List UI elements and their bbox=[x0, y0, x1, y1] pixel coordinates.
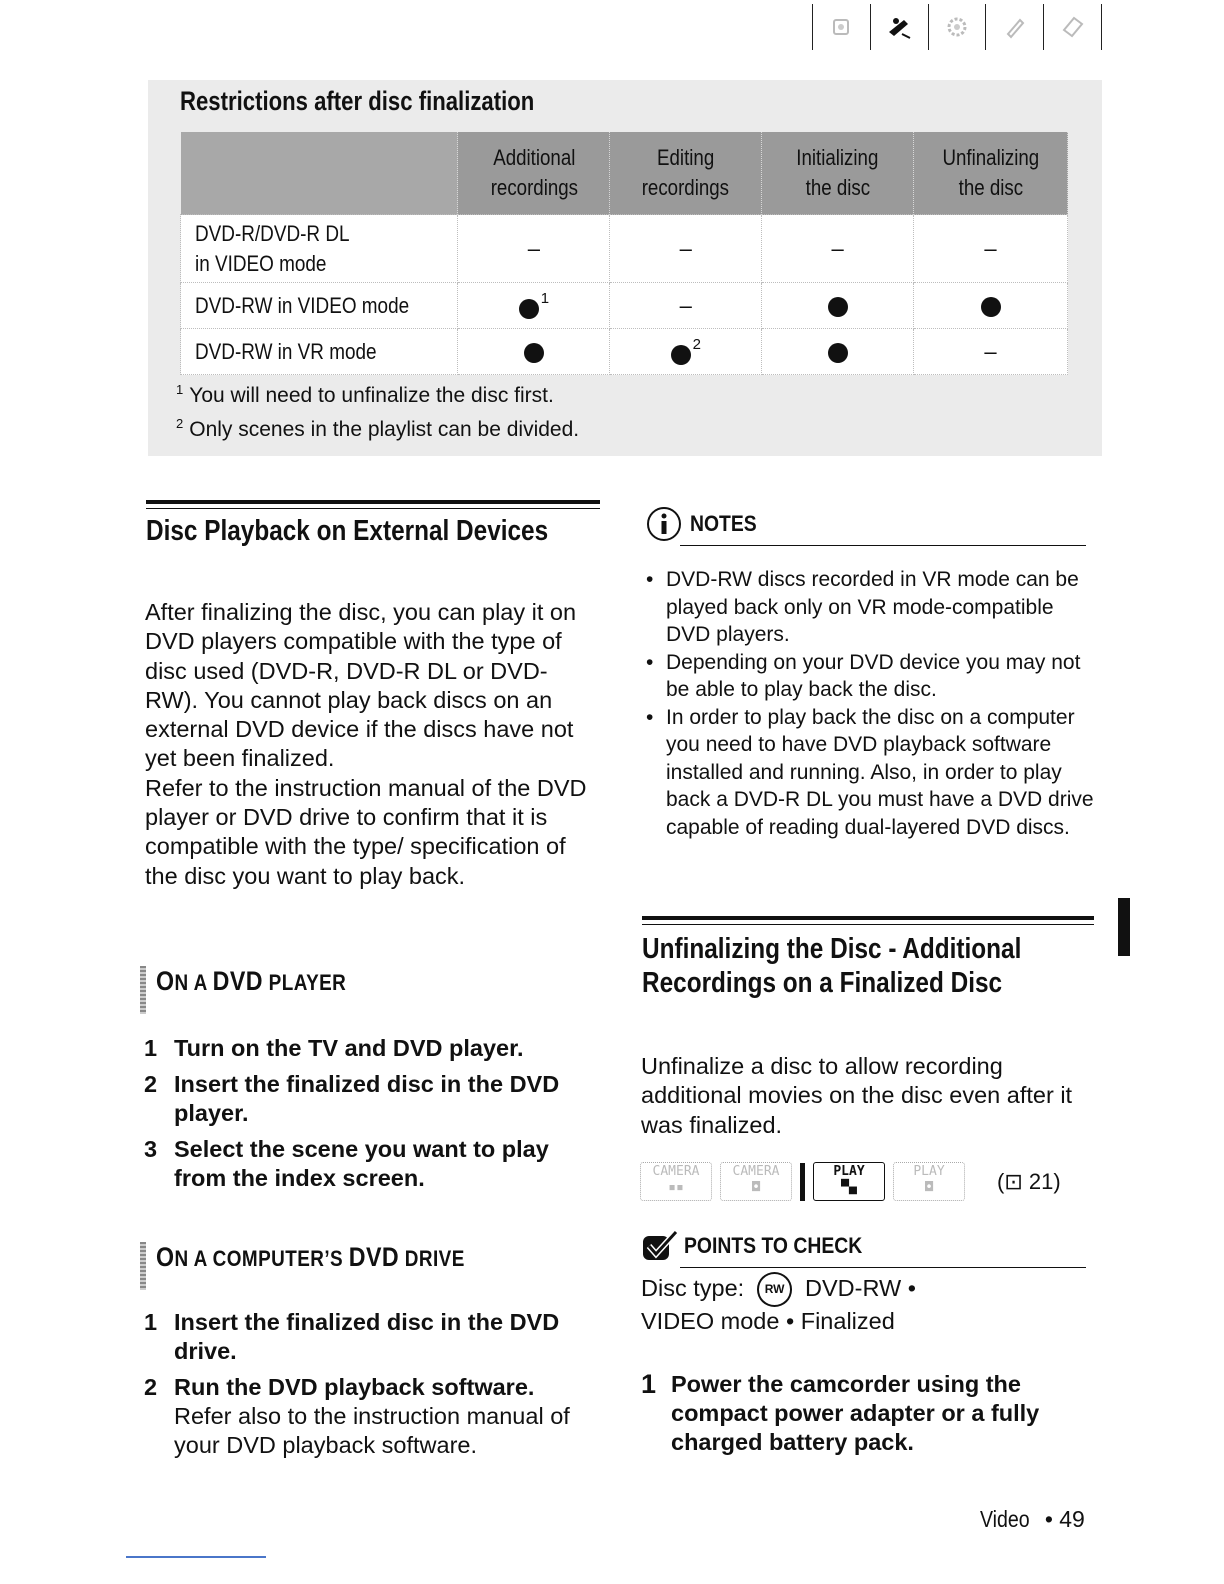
mode-play-photo: PLAY ◘ bbox=[893, 1162, 965, 1201]
section-rule bbox=[642, 916, 1094, 920]
table-header-row bbox=[181, 132, 1068, 215]
mode-separator bbox=[800, 1163, 805, 1201]
filled-dot-icon bbox=[828, 343, 848, 363]
mode-indicator-row bbox=[640, 1162, 1061, 1201]
list-item: 2 Insert the finalized disc in the DVD player. bbox=[144, 1071, 560, 1126]
notes-list bbox=[646, 566, 1096, 841]
video-icon: ▪▪ bbox=[668, 1180, 684, 1195]
mode-camera-photo: CAMERA ◘ bbox=[720, 1162, 792, 1201]
section-rule bbox=[642, 924, 1094, 925]
subsection-heading-computer-drive: ON A COMPUTER’S DVD DRIVE bbox=[140, 1242, 515, 1290]
notes-label: NOTES bbox=[690, 511, 757, 536]
note-item: • DVD-RW discs recorded in VR mode can be played back only on VR mode-compatible DVD players. bbox=[646, 566, 1096, 649]
paragraph: After finalizing the disc, you can play it on DVD players compatible with the type of disc used (DVD-R, DVD-R DL or DVD-RW). You cannot play back discs on an external DVD device if the discs have not yet been finalized. bbox=[145, 599, 577, 772]
table-cell: – bbox=[610, 215, 762, 283]
playback-heading: Disc Playback on External Devices bbox=[146, 515, 549, 547]
paragraph: Refer to the instruction manual of the DVD player or DVD drive to confirm that it is compatible with the type/ specification of the disc you want to play back. bbox=[145, 774, 587, 889]
column-header: Editing recordings bbox=[610, 132, 762, 215]
section-rule bbox=[146, 508, 600, 509]
subsection-marker bbox=[140, 966, 146, 1014]
unfinalize-intro: Unfinalize a disc to allow recording additional movies on the disc even after it was finalized. bbox=[641, 1053, 1073, 1138]
unfinalize-heading: Unfinalizing the Disc - Additional Recordings on a Finalized Disc bbox=[642, 933, 1022, 999]
table-cell bbox=[458, 283, 610, 329]
section-rule bbox=[146, 500, 600, 504]
movie-playback-icon bbox=[870, 4, 928, 50]
table-cell bbox=[458, 329, 610, 375]
filled-dot-icon bbox=[519, 299, 539, 319]
footnote: $^1$ You will need to unfinalize the disc first. bbox=[176, 382, 554, 407]
camera-mode-icon bbox=[812, 4, 870, 50]
points-to-check-label: POINTS TO CHECK bbox=[684, 1233, 863, 1258]
notes-heading bbox=[646, 506, 766, 542]
computer-drive-steps bbox=[144, 1308, 604, 1467]
table-cell: – bbox=[914, 329, 1068, 375]
footnote-ref: 1 bbox=[540, 290, 550, 307]
edit-icon bbox=[985, 4, 1043, 50]
note-item: • In order to play back the disc on a computer you need to have DVD playback software installed and running. Also, in order to play back a DVD-R DL you must have a DVD drive capable of reading dual-layered DVD discs. bbox=[646, 704, 1096, 842]
list-item: 3 Select the scene you want to play from the index screen. bbox=[144, 1136, 549, 1191]
page-reference: (⊡ 21) bbox=[997, 1168, 1061, 1194]
row-label: DVD-R/DVD-R DL in VIDEO mode bbox=[181, 215, 458, 283]
table-row bbox=[181, 329, 1068, 375]
filled-dot-icon bbox=[828, 297, 848, 317]
page-edge-marker bbox=[1118, 898, 1130, 956]
filled-dot-icon bbox=[671, 345, 691, 365]
list-item: 1 Power the camcorder using the compact power adapter or a fully charged battery pack. bbox=[641, 1369, 1040, 1455]
footnote: $^2$ Only scenes in the playlist can be divided. bbox=[176, 416, 580, 441]
list-item: 1 Insert the finalized disc in the DVD drive. bbox=[144, 1309, 560, 1364]
settings-icon bbox=[928, 4, 986, 50]
info-icon bbox=[646, 506, 682, 542]
table-cell bbox=[914, 283, 1068, 329]
photo-icon: ◘ bbox=[752, 1180, 760, 1195]
points-to-check-heading bbox=[640, 1228, 887, 1264]
check-rule bbox=[680, 1267, 1086, 1268]
disc-type-info: Disc type: RW DVD-RW • VIDEO mode • Finalized bbox=[641, 1272, 1096, 1337]
unfinalize-steps bbox=[641, 1370, 1096, 1464]
footnote-ref: 2 bbox=[692, 336, 701, 353]
notes-rule bbox=[680, 545, 1086, 546]
bottom-rule bbox=[126, 1556, 266, 1558]
video-icon: ▀▄ bbox=[841, 1180, 857, 1195]
row-label: DVD-RW in VR mode bbox=[181, 329, 458, 375]
filled-dot-icon bbox=[524, 343, 544, 363]
restrictions-title: Restrictions after disc finalization bbox=[180, 86, 535, 116]
playback-body bbox=[145, 598, 600, 891]
row-label: DVD-RW in VIDEO mode bbox=[181, 283, 458, 329]
disc-icon bbox=[1043, 4, 1102, 50]
column-header: Initializing the disc bbox=[762, 132, 914, 215]
note-item: • Depending on your DVD device you may not be able to play back the disc. bbox=[646, 649, 1096, 704]
table-corner-cell bbox=[181, 132, 458, 215]
photo-icon: ◘ bbox=[925, 1180, 933, 1195]
section-icon-strip bbox=[812, 4, 1102, 50]
table-cell bbox=[762, 329, 914, 375]
restrictions-panel bbox=[148, 80, 1102, 456]
mode-camera-video: CAMERA ▪▪ bbox=[640, 1162, 712, 1201]
table-row bbox=[181, 283, 1068, 329]
checkmark-icon bbox=[640, 1228, 680, 1264]
table-cell: – bbox=[610, 283, 762, 329]
mode-play-video: PLAY ▀▄ bbox=[813, 1162, 885, 1201]
table-cell: – bbox=[914, 215, 1068, 283]
column-header: Additional recordings bbox=[458, 132, 610, 215]
filled-dot-icon bbox=[981, 297, 1001, 317]
table-cell bbox=[610, 329, 762, 375]
subsection-heading-dvd-player: ON A DVD PLAYER bbox=[140, 966, 377, 1014]
table-cell: – bbox=[458, 215, 610, 283]
table-cell bbox=[762, 283, 914, 329]
restrictions-table bbox=[180, 132, 1068, 375]
dvd-player-steps bbox=[144, 1034, 604, 1200]
table-cell: – bbox=[762, 215, 914, 283]
list-item: 1 Turn on the TV and DVD player. bbox=[144, 1035, 524, 1061]
list-item: 2 Run the DVD playback software. Refer also to the instruction manual of your DVD playback software. bbox=[144, 1374, 570, 1458]
rw-disc-icon: RW bbox=[757, 1272, 793, 1307]
table-row bbox=[181, 215, 1068, 283]
page-footer: Video • 49 bbox=[980, 1506, 1085, 1532]
column-header: Unfinalizing the disc bbox=[914, 132, 1068, 215]
footnotes bbox=[176, 376, 579, 444]
subsection-marker bbox=[140, 1242, 146, 1290]
